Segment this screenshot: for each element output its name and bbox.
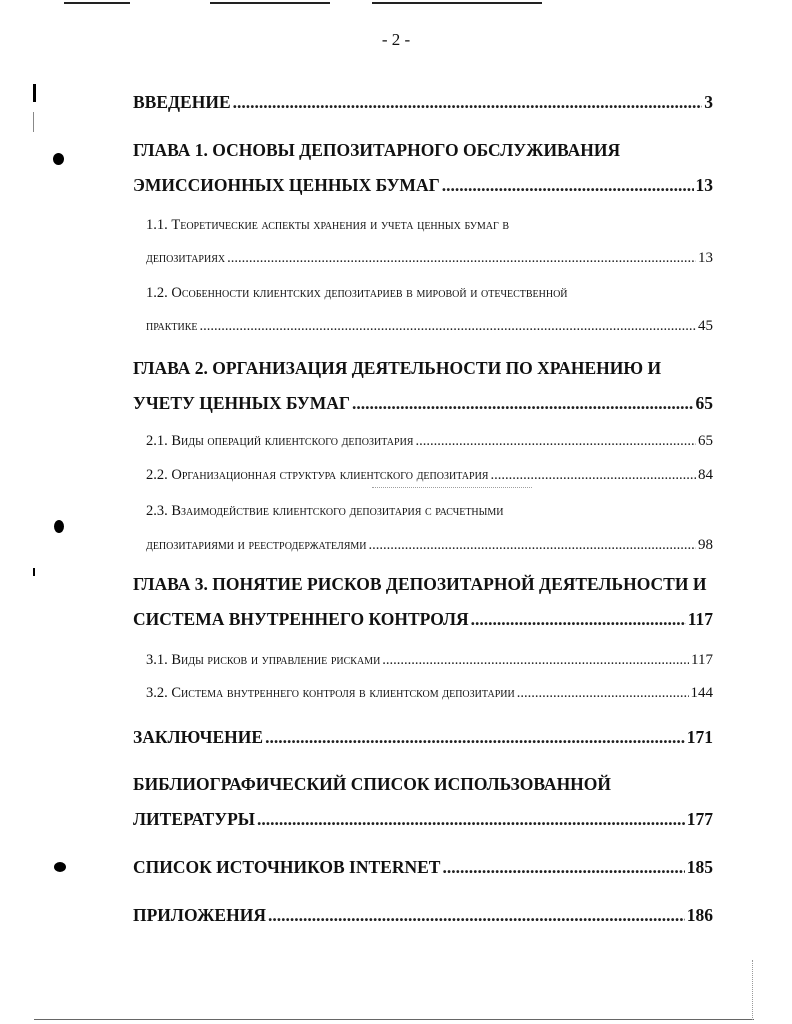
toc-line (146, 250, 713, 267)
toc-title: 2.2. Организационная структура клиентского депозитария (146, 467, 489, 483)
toc-leader (517, 685, 689, 702)
toc-title: ЗАКЛЮЧЕНИЕ (133, 727, 264, 747)
toc-page-number: 65 (698, 433, 713, 449)
toc-title: 3.2. Система внутреннего контроля в клиентском депозитарии (146, 685, 515, 701)
page-number: - 2 - (381, 30, 411, 49)
toc-page-number: 3 (704, 92, 713, 112)
scan-line (210, 2, 330, 4)
toc-page-number: 13 (695, 175, 713, 195)
toc-page-number: 84 (698, 467, 713, 483)
toc-line (133, 809, 713, 830)
toc-line (133, 140, 713, 161)
toc-page-number: 144 (690, 685, 713, 701)
toc-title: ПРИЛОЖЕНИЯ (133, 905, 266, 925)
scan-line (64, 2, 130, 4)
toc-leader (200, 318, 696, 335)
toc-line (133, 774, 713, 795)
toc-title: ГЛАВА 1. ОСНОВЫ ДЕПОЗИТАРНОГО ОБСЛУЖИВАНИЯ (133, 140, 621, 160)
scan-smudge (372, 487, 532, 494)
toc-line (146, 503, 713, 520)
toc-title: 2.3. Взаимодействие клиентского депозитария с расчетными (146, 503, 504, 519)
toc-leader (442, 175, 694, 196)
toc-title: 1.2. Особенности клиентских депозитариев в мировой и отечественной (146, 285, 568, 301)
toc-leader (442, 857, 684, 878)
toc-leader (415, 433, 696, 450)
toc-page-number: 171 (686, 727, 713, 747)
toc-title: 2.1. Виды операций клиентского депозитария (146, 433, 414, 449)
toc-page-number: 65 (695, 393, 713, 413)
toc-page-number: 186 (686, 905, 713, 925)
toc-line (146, 285, 713, 302)
toc-line (133, 358, 713, 379)
toc-title: УЧЕТУ ЦЕННЫХ БУМАГ (133, 393, 351, 413)
toc-line (133, 574, 713, 595)
toc-leader (268, 905, 685, 926)
toc-leader (227, 250, 696, 267)
toc-leader (471, 609, 686, 630)
toc-page-number: 117 (687, 609, 713, 629)
toc-leader (257, 809, 685, 830)
toc-title: ГЛАВА 2. ОРГАНИЗАЦИЯ ДЕЯТЕЛЬНОСТИ ПО ХРАНЕНИЮ И (133, 358, 662, 378)
toc-page-number: 98 (698, 537, 713, 553)
toc-title: БИБЛИОГРАФИЧЕСКИЙ СПИСОК ИСПОЛЬЗОВАННОЙ (133, 774, 612, 794)
scan-top-edge (0, 0, 792, 8)
scan-line (372, 2, 542, 4)
scan-mark (33, 568, 35, 576)
toc-leader (369, 537, 696, 554)
toc-title: СИСТЕМА ВНУТРЕННЕГО КОНТРОЛЯ (133, 609, 469, 629)
toc-leader (382, 652, 689, 669)
toc-leader (233, 92, 703, 113)
toc-page-number: 45 (698, 318, 713, 334)
toc-line (146, 537, 713, 554)
toc-page-number: 117 (691, 652, 713, 668)
toc-line (146, 318, 713, 335)
toc-line (133, 727, 713, 748)
toc-title: ЭМИССИОННЫХ ЦЕННЫХ БУМАГ (133, 175, 440, 195)
toc-page-number: 177 (686, 809, 713, 829)
toc-title: СПИСОК ИСТОЧНИКОВ INTERNET (133, 857, 441, 877)
scan-mark (33, 84, 36, 102)
toc-title: депозитариями и реестродержателями (146, 537, 367, 553)
toc-page-number: 185 (686, 857, 713, 877)
toc-title: ЛИТЕРАТУРЫ (133, 809, 255, 829)
toc-title: депозитариях (146, 250, 226, 266)
toc-leader (265, 727, 685, 748)
toc-title: ГЛАВА 3. ПОНЯТИЕ РИСКОВ ДЕПОЗИТАРНОЙ ДЕЯТЕЛЬНОСТИ И (133, 574, 707, 594)
toc-line (133, 857, 713, 878)
toc-line (146, 685, 713, 702)
toc-line (133, 92, 713, 113)
scan-bottom-edge (34, 1019, 754, 1020)
toc-line (146, 652, 713, 669)
toc-title: 3.1. Виды рисков и управление рисками (146, 652, 381, 668)
hole-punch-mark (54, 862, 66, 872)
toc-line (146, 467, 713, 484)
hole-punch-mark (54, 520, 64, 533)
toc-line (146, 433, 713, 450)
toc-title: ВВЕДЕНИЕ (133, 92, 231, 112)
toc-line (133, 609, 713, 630)
scan-mark (33, 112, 34, 132)
toc-leader (352, 393, 693, 414)
toc-title: 1.1. Теоретические аспекты хранения и учета ценных бумаг в (146, 217, 510, 233)
hole-punch-mark (53, 153, 64, 165)
toc-line (133, 393, 713, 414)
toc-title: практике (146, 318, 198, 334)
toc-line (133, 175, 713, 196)
toc-line (146, 217, 713, 234)
scan-right-edge (752, 960, 754, 1020)
toc-line (133, 905, 713, 926)
toc-page-number: 13 (698, 250, 713, 266)
toc-leader (490, 467, 696, 484)
